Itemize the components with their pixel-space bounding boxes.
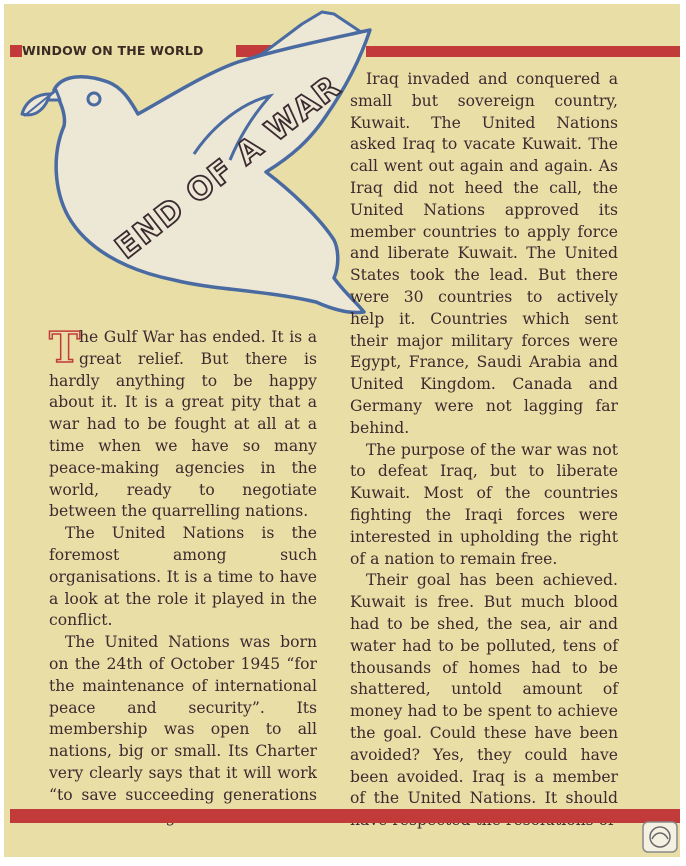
paragraph-left-1 xyxy=(49,323,317,523)
column-right xyxy=(350,69,618,832)
paragraph-right-1: Iraq invaded and conquered a small but sovereign country, Kuwait. The United Nations asked Iraq to vacate Kuwait. The call went out again and again. As Iraq did not heed the call, the United Nations approved its member countries to apply force and liberate Kuwait. The United States took the lead. But there were 30 countries to actively help it. Countries which sent their major military forces were Egypt, France, Saudi Arabia and United Kingdom. Canada and Germany were not lagging far behind. xyxy=(350,70,618,437)
footer-rule xyxy=(10,809,680,823)
paragraph-right-2: The purpose of the war was not to defeat Iraq, but to liberate Kuwait. Most of the countries fighting the Iraqi forces were interested in upholding the right of a nation to remain free. xyxy=(350,440,618,568)
drop-cap: T xyxy=(49,323,81,372)
paragraph-left-1-text: he Gulf War has ended. It is a great relief. But there is hardly anything to be happy about it. It is a great pity that a war had to be fought at all at a time when we have so many peace-making agencies in the world, ready to negotiate between the quarrelling nations. xyxy=(49,328,317,521)
paragraph-left-3: The United Nations was born on the 24th of October 1945 “for the maintenance of international peace and security”. Its membership was open to all nations, big or small. Its Charter very clearly says that it will work “to save succeeding generations xyxy=(49,633,317,804)
magazine-page xyxy=(4,4,680,857)
paragraph-right-3: Their goal has been achieved. Kuwait is free. But much blood had to be shed, the sea, air and water had to be polluted, tens of thousands of homes had to be shattered, untold amount of money had to be spent to achieve the goal. Could these have been avoided? Yes, they could have been avoided. Iraq is a member of the United Nations. It should xyxy=(350,571,618,808)
headline: END OF A WAR xyxy=(108,68,348,267)
publisher-stamp-icon xyxy=(640,819,680,855)
paragraph-left-2: The United Nations is the foremost among such organisations. It is a time to have a look at the role it played in the conflict. xyxy=(49,524,317,630)
column-left xyxy=(49,323,317,828)
dove-illustration xyxy=(4,4,384,334)
section-label: WINDOW ON THE WORLD xyxy=(22,43,204,58)
header-rule-right xyxy=(366,46,680,57)
